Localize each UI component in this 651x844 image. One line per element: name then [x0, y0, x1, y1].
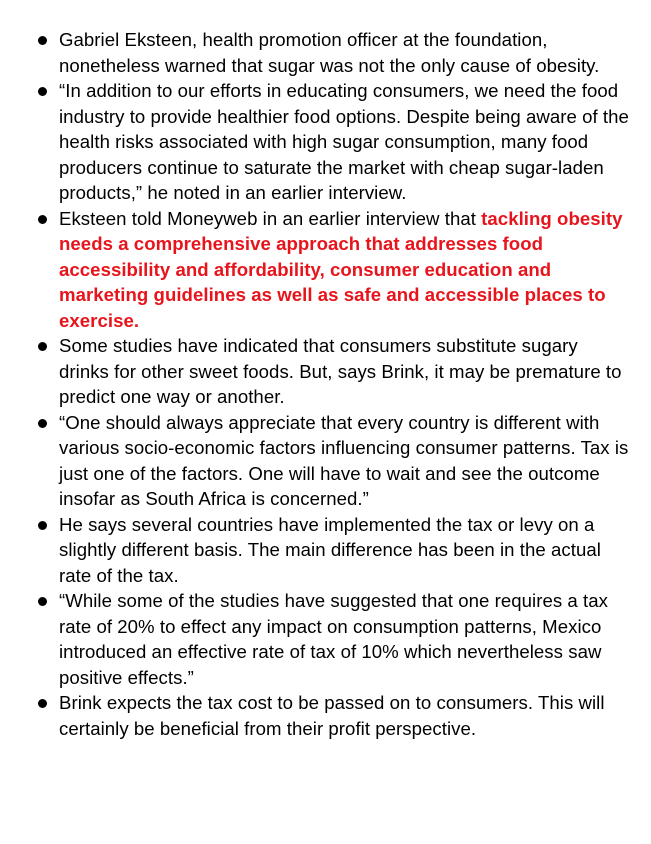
- list-item: [0, 410, 651, 512]
- bullet-dot-icon: [38, 215, 47, 224]
- bullet-dot-icon: [38, 342, 47, 351]
- list-item: [0, 78, 651, 206]
- list-item: [0, 690, 651, 741]
- paragraph-text: Some studies have indicated that consumers substitute sugary drinks for other sweet foods. But, says Brink, it may be premature to predict one way or another.: [59, 335, 622, 407]
- bullet-dot-icon: [38, 521, 47, 530]
- bullet-dot-icon: [38, 419, 47, 428]
- paragraph-text: “One should always appreciate that every country is different with various socio-economic factors influencing consumer patterns. Tax is just one of the factors. One will have to wait and see the outcome insofar as South Africa is concerned.”: [59, 411, 629, 509]
- bullet-dot-icon: [38, 597, 47, 606]
- paragraph-text-tail: .: [133, 309, 140, 331]
- bullet-dot-icon: [38, 699, 47, 708]
- bullet-list: [0, 27, 651, 741]
- list-item: [0, 333, 651, 410]
- list-item: [0, 27, 651, 78]
- highlighted-quote: tackling obesity needs a comprehensive approach that addresses food accessibility and affordability, consumer education and marketing guidelines as well as safe and accessible places to exercise: [59, 207, 623, 331]
- paragraph-text: “While some of the studies have suggested that one requires a tax rate of 20% to effect any impact on consumption patterns, Mexico introduced an effective rate of tax of 10% which nevertheless saw positive effects.”: [59, 590, 608, 688]
- document-body: [0, 27, 651, 741]
- bullet-dot-icon: [38, 36, 47, 45]
- list-item: [0, 512, 651, 589]
- paragraph-text: Brink expects the tax cost to be passed on to consumers. This will certainly be beneficial from their profit perspective.: [59, 692, 605, 739]
- paragraph-text: Gabriel Eksteen, health promotion officer at the foundation, nonetheless warned that sugar was not the only cause of obesity.: [59, 29, 600, 76]
- bullet-dot-icon: [38, 87, 47, 96]
- paragraph-text: He says several countries have implemented the tax or levy on a slightly different basis. The main difference has been in the actual rate of the tax.: [59, 513, 601, 586]
- paragraph-text-lead: Eksteen told Moneyweb in an earlier interview that: [59, 207, 482, 229]
- list-item: [0, 588, 651, 690]
- list-item: [0, 206, 651, 334]
- paragraph-text: “In addition to our efforts in educating consumers, we need the food industry to provide healthier food options. Despite being aware of the health risks associated with high sugar consumption, many food producers continue to saturate the market with cheap sugar-laden products,” he noted in an earlier interview.: [59, 80, 629, 203]
